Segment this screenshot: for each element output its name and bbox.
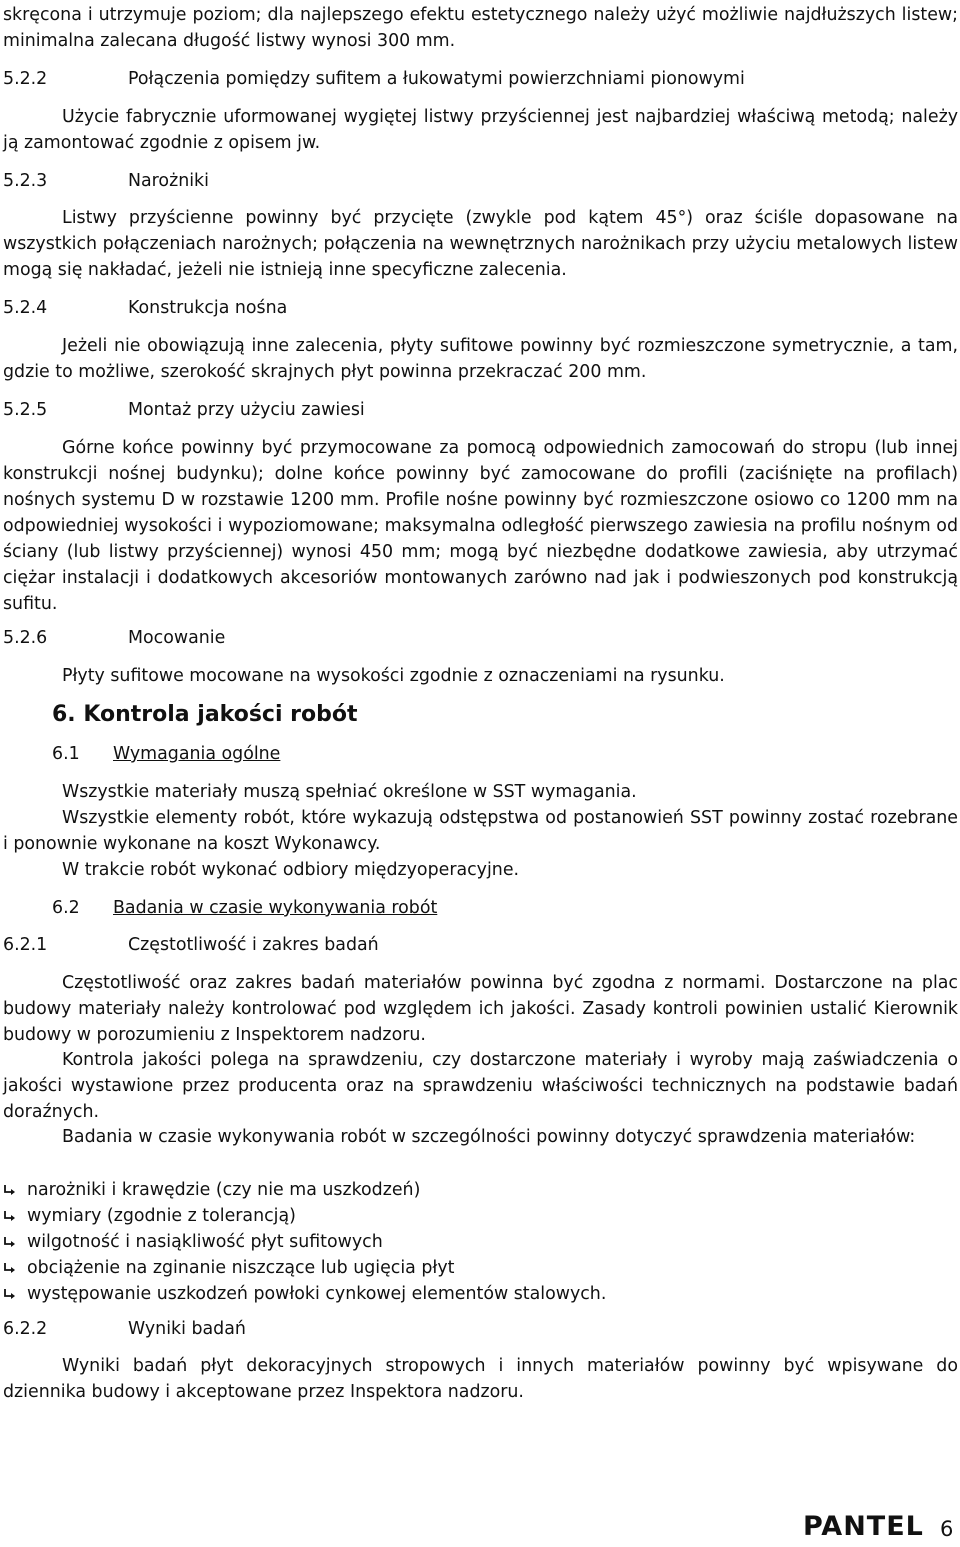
list-item — [3, 1203, 606, 1229]
paragraph-6-1-a: Wszystkie materiały muszą spełniać określone w SST wymagania. — [62, 782, 637, 802]
paragraph-intro: skręcona i utrzymuje poziom; dla najlepszego efektu estetycznego należy użyć możliwie najdłuższych listew; minimalna zalecana długość listwy wynosi 300 mm. — [3, 5, 958, 51]
paragraph-6-2-1-c: Badania w czasie wykonywania robót w szczególności powinny dotyczyć sprawdzenia materiałów: — [62, 1127, 916, 1147]
heading-title: Montaż przy użyciu zawiesi — [128, 400, 365, 420]
list-item-text: wilgotność i nasiąkliwość płyt sufitowych — [27, 1232, 383, 1252]
page-number: 6 — [940, 1517, 954, 1541]
heading-number: 5.2.6 — [3, 628, 48, 648]
paragraph-5-2-5: Górne końce powinny być przymocowane za pomocą odpowiednich zamocowań do stropu (lub innej konstrukcji nośnej budynku); dolne końce powinny być zamocowane do profili (zaciśnięte na profilach) nośnych systemu D w rozstawie 1200 mm. Profile nośne powinny być rozmieszczone osiowo co 1200 mm na odpowiedniej wysokości i wypoziomowane; maksymalna odległość pierwszego zawiesia na profilu nośnym od ściany (lub listwy przyściennej) wynosi 450 mm; mogą być niezbędne dodatkowe zawiesia, aby utrzymać ciężar instalacji i dodatkowych akcesoriów montowanych zarówno nad jak i podwieszonych pod konstrukcją sufitu. — [3, 438, 958, 614]
paragraph-5-2-6: Płyty sufitowe mocowane na wysokości zgodnie z oznaczeniami na rysunku. — [62, 666, 725, 686]
heading-title: Mocowanie — [128, 628, 226, 648]
list-item — [3, 1281, 606, 1307]
heading-6-2 — [52, 895, 437, 921]
arrow-bullet-icon — [3, 1236, 16, 1249]
heading-5-2-5 — [3, 397, 365, 423]
section-heading-6: 6. Kontrola jakości robót — [52, 702, 358, 727]
paragraph-5-2-2: Użycie fabrycznie uformowanej wygiętej listwy przyściennej jest najbardziej właściwą metodą; należy ją zamontować zgodnie z opisem jw. — [3, 107, 958, 153]
heading-number: 6.2.2 — [3, 1319, 48, 1339]
list-item-text: wymiary (zgodnie z tolerancją) — [27, 1206, 296, 1226]
arrow-bullet-icon — [3, 1288, 16, 1301]
footer-brand-logo: PANTEL — [803, 1511, 924, 1542]
paragraph-6-1-c: W trakcie robót wykonać odbiory międzyoperacyjne. — [62, 860, 520, 880]
heading-5-2-3 — [3, 168, 209, 194]
heading-6-1 — [52, 741, 280, 767]
heading-number: 6.1 — [52, 744, 80, 764]
list-item-text: obciążenie na zginanie niszczące lub ugięcia płyt — [27, 1258, 455, 1278]
arrow-bullet-icon — [3, 1262, 16, 1275]
heading-title: Wymagania ogólne — [113, 744, 281, 764]
heading-title: Wyniki badań — [128, 1319, 246, 1339]
heading-6-2-2 — [3, 1316, 246, 1342]
paragraph-6-2-1-b: Kontrola jakości polega na sprawdzeniu, czy dostarczone materiały i wyroby mają zaświadczenia o jakości wystawione przez producenta oraz na sprawdzeniu właściwości technicznych na podstawie badań doraźnych. — [3, 1050, 958, 1122]
heading-6-2-1 — [3, 932, 379, 958]
list-item — [3, 1229, 606, 1255]
heading-title: Częstotliwość i zakres badań — [128, 935, 379, 955]
arrow-bullet-icon — [3, 1184, 16, 1197]
paragraph-6-2-1-a: Częstotliwość oraz zakres badań materiałów powinna być zgodna z normami. Dostarczone na plac budowy materiały należy kontrolować pod względem ich jakości. Zasady kontroli powinien ustalić Kierownik budowy w porozumieniu z Inspektorem nadzoru. — [3, 973, 958, 1045]
list-item-text: narożniki i krawędzie (czy nie ma uszkodzeń) — [27, 1180, 421, 1200]
paragraph-6-2-2: Wyniki badań płyt dekoracyjnych stropowych i innych materiałów powinny być wpisywane do dziennika budowy i akceptowane przez Inspektora nadzoru. — [3, 1356, 958, 1402]
heading-number: 5.2.3 — [3, 171, 48, 191]
paragraph-6-1-b: Wszystkie elementy robót, które wykazują odstępstwa od postanowień SST powinny zostać rozebrane i ponownie wykonane na koszt Wykonawcy. — [3, 808, 958, 854]
arrow-bullet-icon — [3, 1210, 16, 1223]
heading-number: 5.2.2 — [3, 69, 48, 89]
heading-5-2-6 — [3, 625, 225, 651]
heading-title: Konstrukcja nośna — [128, 298, 288, 318]
heading-title: Połączenia pomiędzy sufitem a łukowatymi powierzchniami pionowymi — [128, 69, 745, 89]
heading-title: Narożniki — [128, 171, 209, 191]
paragraph-5-2-3: Listwy przyścienne powinny być przycięte (zwykle pod kątem 45°) oraz ściśle dopasowane na wszystkich połączeniach narożnych; połączenia na wewnętrznych narożnikach przy użyciu metalowych listew mogą się nakładać, jeżeli nie istnieją inne specyficzne zalecenia. — [3, 208, 958, 280]
paragraph-5-2-4: Jeżeli nie obowiązują inne zalecenia, płyty sufitowe powinny być rozmieszczone symetrycznie, a tam, gdzie to możliwe, szerokość skrajnych płyt powinna przekraczać 200 mm. — [3, 336, 958, 382]
heading-number: 6.2.1 — [3, 935, 48, 955]
list-item — [3, 1255, 606, 1281]
list-item — [3, 1177, 606, 1203]
heading-title: Badania w czasie wykonywania robót — [113, 898, 438, 918]
heading-number: 5.2.5 — [3, 400, 48, 420]
heading-5-2-4 — [3, 295, 287, 321]
list-item-text: występowanie uszkodzeń powłoki cynkowej elementów stalowych. — [27, 1284, 607, 1304]
bullet-list — [3, 1177, 606, 1307]
heading-5-2-2 — [3, 66, 745, 92]
heading-number: 5.2.4 — [3, 298, 48, 318]
heading-number: 6.2 — [52, 898, 80, 918]
